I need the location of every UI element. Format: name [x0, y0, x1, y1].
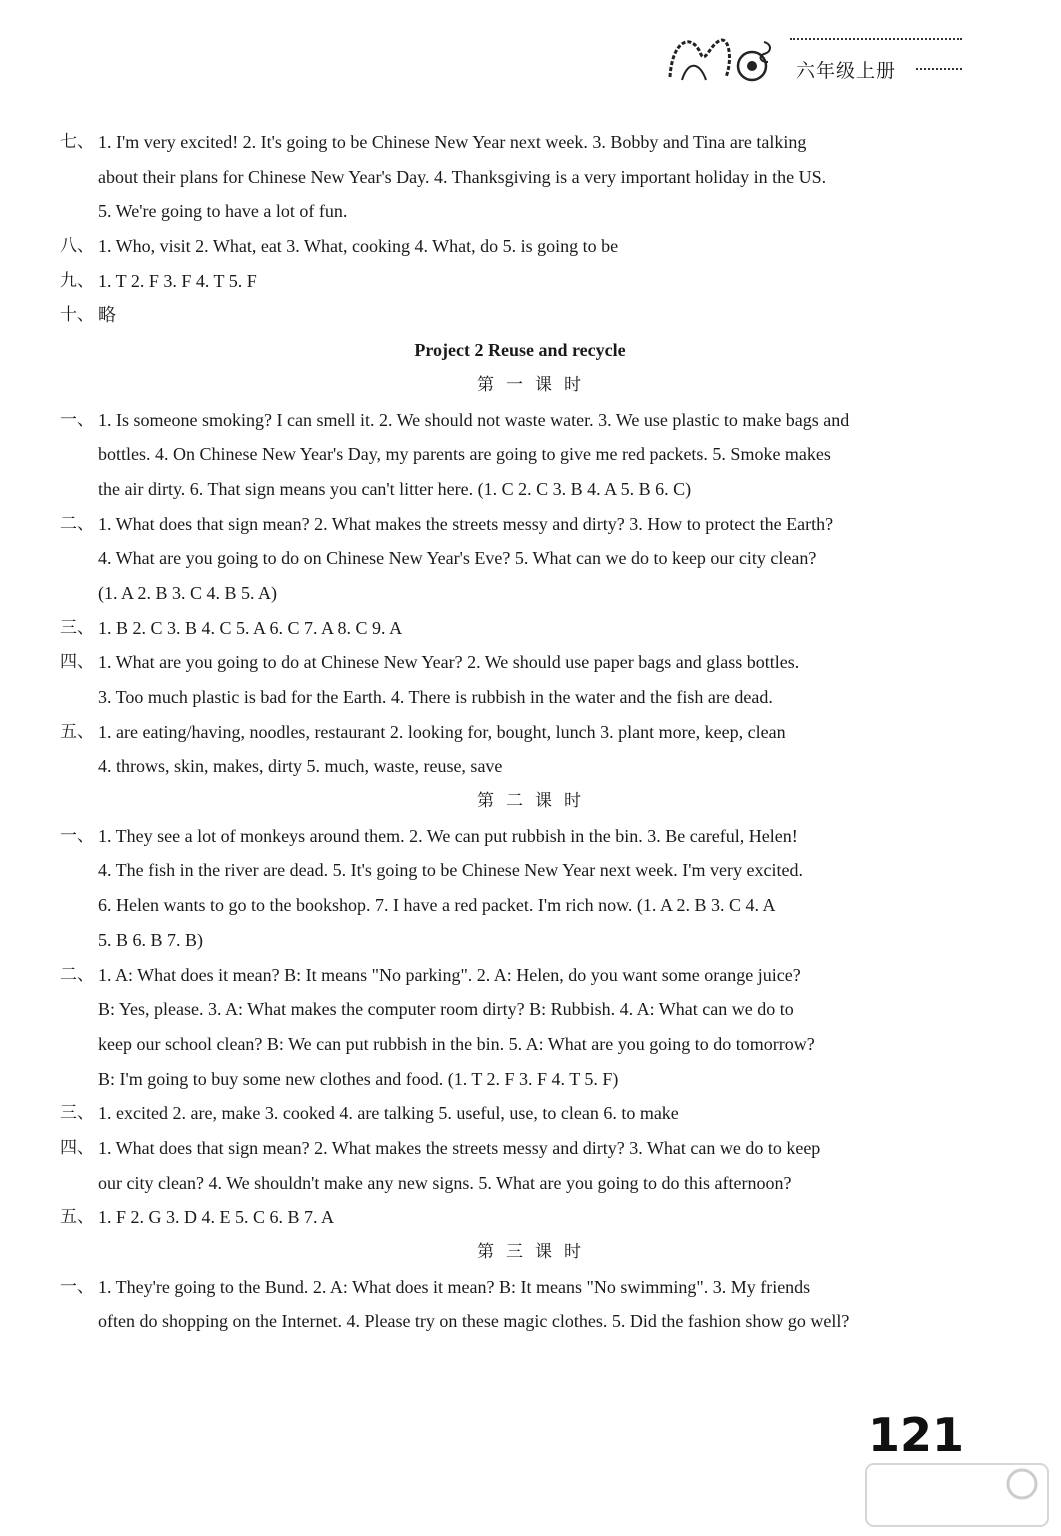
answer-text: 5. We're going to have a lot of fun. [98, 201, 348, 222]
answer-text: 1. F 2. G 3. D 4. E 5. C 6. B 7. A [98, 1207, 335, 1228]
answer-line [60, 645, 960, 680]
answer-text: 1. What does that sign mean? 2. What makes the streets messy and dirty? 3. How to protect the Earth? [98, 513, 834, 534]
lesson-1-heading: 第一课时 [477, 374, 593, 395]
answer-text: 略 [98, 305, 116, 326]
answer-text: B: I'm going to buy some new clothes and food. (1. T 2. F 3. F 4. T 5. F) [98, 1068, 619, 1089]
answer-text: 1. What are you going to do at Chinese New Year? 2. We should use paper bags and glass bottles. [98, 652, 800, 673]
answer-text: often do shopping on the Internet. 4. Please try on these magic clothes. 5. Did the fashion show go well? [98, 1311, 850, 1332]
answer-line [60, 1166, 960, 1201]
section-top [60, 125, 960, 333]
answer-line [60, 1096, 960, 1131]
question-number: 四、 [60, 1137, 94, 1158]
section-lesson-3 [60, 1270, 960, 1339]
answer-text: 1. They see a lot of monkeys around them. 2. We can put rubbish in the bin. 3. Be careful, Helen! [98, 825, 798, 846]
answer-text: 5. B 6. B 7. B) [98, 929, 204, 950]
answer-line [60, 992, 960, 1027]
question-number: 二、 [60, 513, 94, 534]
question-number: 五、 [60, 721, 94, 742]
answer-line [60, 1131, 960, 1166]
answer-line [60, 611, 960, 646]
answer-text: bottles. 4. On Chinese New Year's Day, my parents are going to give me red packets. 5. Smoke makes [98, 444, 831, 465]
question-number: 三、 [60, 1103, 94, 1124]
answer-text: 1. T 2. F 3. F 4. T 5. F [98, 270, 257, 291]
answer-line [60, 1200, 960, 1235]
answer-line [60, 403, 960, 438]
question-number: 八、 [60, 236, 94, 257]
answer-text: 1. What does that sign mean? 2. What makes the streets messy and dirty? 3. What can we do to keep [98, 1137, 821, 1158]
answer-line [60, 1270, 960, 1305]
answer-line [60, 194, 960, 229]
answer-text: 1. I'm very excited! 2. It's going to be Chinese New Year next week. 3. Bobby and Tina are talking [98, 132, 807, 152]
answer-line [60, 298, 960, 333]
answer-text: keep our school clean? B: We can put rubbish in the bin. 5. A: What are you going to do tomorrow? [98, 1033, 815, 1054]
grade-label: 六年级上册 [796, 60, 897, 82]
question-number: 五、 [60, 1207, 94, 1228]
answer-text: 4. The fish in the river are dead. 5. It's going to be Chinese New Year next week. I'm very excited. [98, 860, 803, 881]
question-number: 一、 [60, 825, 94, 846]
answer-text: 4. throws, skin, makes, dirty 5. much, waste, reuse, save [98, 756, 503, 777]
answer-line [60, 715, 960, 750]
answer-text: 1. Who, visit 2. What, eat 3. What, cooking 4. What, do 5. is going to be [98, 236, 619, 257]
answer-line [60, 160, 960, 195]
header-dotted-rule-short [916, 68, 962, 70]
answer-text: 6. Helen wants to go to the bookshop. 7. I have a red packet. I'm rich now. (1. A 2. B 3. C 4. A [98, 895, 776, 916]
answer-text: 1. Is someone smoking? I can smell it. 2. We should not waste water. 3. We use plastic to make bags and [98, 409, 850, 430]
answer-content [60, 125, 960, 1339]
answer-line [60, 749, 960, 784]
question-number: 十、 [60, 305, 94, 326]
answer-line [60, 853, 960, 888]
answer-text: (1. A 2. B 3. C 4. B 5. A) [98, 582, 278, 603]
answer-text: 3. Too much plastic is bad for the Earth. 4. There is rubbish in the water and the fish are dead. [98, 687, 773, 707]
answer-line [60, 264, 960, 299]
page-header [660, 22, 970, 92]
watermark-logo [862, 1460, 1052, 1530]
answer-line [60, 888, 960, 923]
section-lesson-1 [60, 403, 960, 785]
page-number: 121 [868, 1408, 965, 1462]
question-number: 一、 [60, 409, 94, 430]
lesson-2-heading: 第二课时 [477, 791, 593, 812]
answer-line [60, 819, 960, 854]
answer-text: B: Yes, please. 3. A: What makes the computer room dirty? B: Rubbish. 4. A: What can we do to [98, 999, 794, 1020]
section-lesson-2 [60, 819, 960, 1235]
answer-line [60, 680, 960, 715]
answer-text: about their plans for Chinese New Year's Day. 4. Thanksgiving is a very important holiday in the US. [98, 166, 827, 187]
answer-line [60, 472, 960, 507]
answer-line [60, 1062, 960, 1097]
answer-text: 1. They're going to the Bund. 2. A: What does it mean? B: It means "No swimming". 3. My friends [98, 1276, 811, 1297]
answer-text: 1. excited 2. are, make 3. cooked 4. are talking 5. useful, use, to clean 6. to make [98, 1103, 679, 1124]
brand-logo [660, 22, 780, 92]
question-number: 九、 [60, 270, 94, 291]
question-number: 七、 [60, 132, 94, 152]
answer-line [60, 576, 960, 611]
answer-line [60, 229, 960, 264]
answer-line [60, 125, 960, 160]
question-number: 四、 [60, 652, 94, 673]
answer-line [60, 541, 960, 576]
answer-text: 1. are eating/having, noodles, restaurant 2. looking for, bought, lunch 3. plant more, keep, clean [98, 721, 786, 742]
answer-text: 1. B 2. C 3. B 4. C 5. A 6. C 7. A 8. C 9. A [98, 617, 403, 638]
answer-text: 4. What are you going to do on Chinese New Year's Eve? 5. What can we do to keep our city clean? [98, 548, 817, 569]
question-number: 二、 [60, 964, 94, 985]
answer-line [60, 1304, 960, 1339]
project-title: Project 2 Reuse and recycle [414, 340, 626, 361]
answer-line [60, 507, 960, 542]
question-number: 三、 [60, 617, 94, 638]
answer-line [60, 923, 960, 958]
answer-line [60, 958, 960, 993]
question-number: 一、 [60, 1276, 94, 1297]
answer-line [60, 1027, 960, 1062]
answer-text: our city clean? 4. We shouldn't make any new signs. 5. What are you going to do this afternoon? [98, 1172, 792, 1193]
header-dotted-rule [790, 38, 962, 40]
lesson-3-heading: 第三课时 [477, 1242, 593, 1262]
answer-text: the air dirty. 6. That sign means you can't litter here. (1. C 2. C 3. B 4. A 5. B 6. C) [98, 478, 692, 499]
answer-text: 1. A: What does it mean? B: It means "No parking". 2. A: Helen, do you want some orange juice? [98, 964, 801, 985]
answer-line [60, 437, 960, 472]
